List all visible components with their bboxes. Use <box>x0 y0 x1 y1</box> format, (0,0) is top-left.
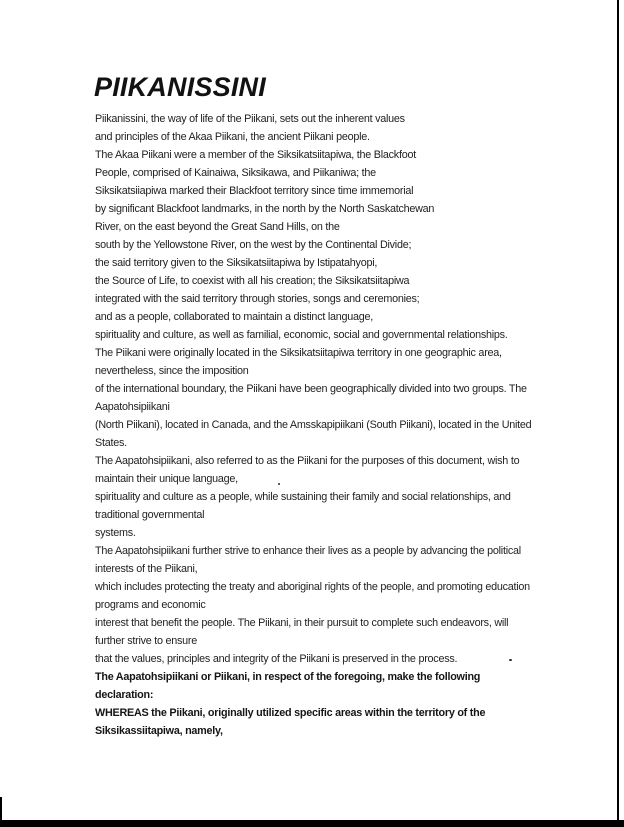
text-line: Siksikatsiiapiwa marked their Blackfoot territory since time immemorial <box>95 185 414 197</box>
document-body <box>95 110 565 740</box>
text-line: integrated with the said territory through stories, songs and ceremonies; <box>95 293 420 305</box>
scan-edge-bottom <box>0 820 624 827</box>
text-line: and as a people, collaborated to maintain a distinct language, <box>95 311 374 323</box>
text-line: and principles of the Akaa Piikani, the ancient Piikani people. <box>95 131 370 143</box>
text-line: the Source of Life, to coexist with all his creation; the Siksikatsiitapiwa <box>95 275 410 287</box>
text-line: nevertheless, since the imposition <box>95 365 249 377</box>
text-line: Aapatohsipiikani <box>95 401 170 413</box>
text-line: systems. <box>95 527 136 539</box>
text-line: The Aapatohsipiikani further strive to enhance their lives as a people by advancing the political <box>95 545 521 557</box>
text-line: spirituality and culture, as well as familial, economic, social and governmental relationships. <box>95 329 508 341</box>
text-line: south by the Yellowstone River, on the west by the Continental Divide; <box>95 239 412 251</box>
text-line: maintain their unique language, <box>95 473 238 485</box>
text-line: by significant Blackfoot landmarks, in the north by the North Saskatchewan <box>95 203 435 215</box>
text-line: further strive to ensure <box>95 635 198 647</box>
text-line: traditional governmental <box>95 509 205 521</box>
text-line: interest that benefit the people. The Piikani, in their pursuit to complete such endeavors, will <box>95 617 509 629</box>
document-title: PIIKANISSINI <box>94 72 266 102</box>
text-line: interests of the Piikani, <box>95 563 198 575</box>
text-line: spirituality and culture as a people, while sustaining their family and social relationships, and <box>95 491 511 503</box>
scan-speck <box>278 483 280 485</box>
text-line: The Piikani were originally located in the Siksikatsiitapiwa territory in one geographic area, <box>95 347 502 359</box>
text-line: (North Piikani), located in Canada, and the Amsskapipiikani (South Piikani), located in the United <box>95 419 532 431</box>
text-line: Siksikassiitapiwa, namely, <box>95 725 223 737</box>
text-line: People, comprised of Kainaiwa, Siksikawa, and Piikaniwa; the <box>95 167 376 179</box>
text-line: programs and economic <box>95 599 206 611</box>
text-line: which includes protecting the treaty and aboriginal rights of the people, and promoting education <box>95 581 530 593</box>
text-line: WHEREAS the Piikani, originally utilized specific areas within the territory of the <box>95 707 486 719</box>
text-line: The Akaa Piikani were a member of the Siksikatsiitapiwa, the Blackfoot <box>95 149 416 161</box>
text-line: The Aapatohsipiikani or Piikani, in respect of the foregoing, make the following <box>95 671 481 683</box>
text-line: of the international boundary, the Piikani have been geographically divided into two groups. The <box>95 383 527 395</box>
text-line: the said territory given to the Siksikatsiitapiwa by Istipatahyopi, <box>95 257 378 269</box>
text-line: States. <box>95 437 127 449</box>
scan-edge-right <box>617 0 620 821</box>
text-line: River, on the east beyond the Great Sand Hills, on the <box>95 221 340 233</box>
text-line: Piikanissini, the way of life of the Piikani, sets out the inherent values <box>95 113 405 125</box>
scan-speck <box>509 659 512 661</box>
text-line: The Aapatohsipiikani, also referred to as the Piikani for the purposes of this document, wish to <box>95 455 520 467</box>
text-line: declaration: <box>95 689 154 701</box>
text-line: that the values, principles and integrity of the Piikani is preserved in the process. <box>95 653 458 665</box>
